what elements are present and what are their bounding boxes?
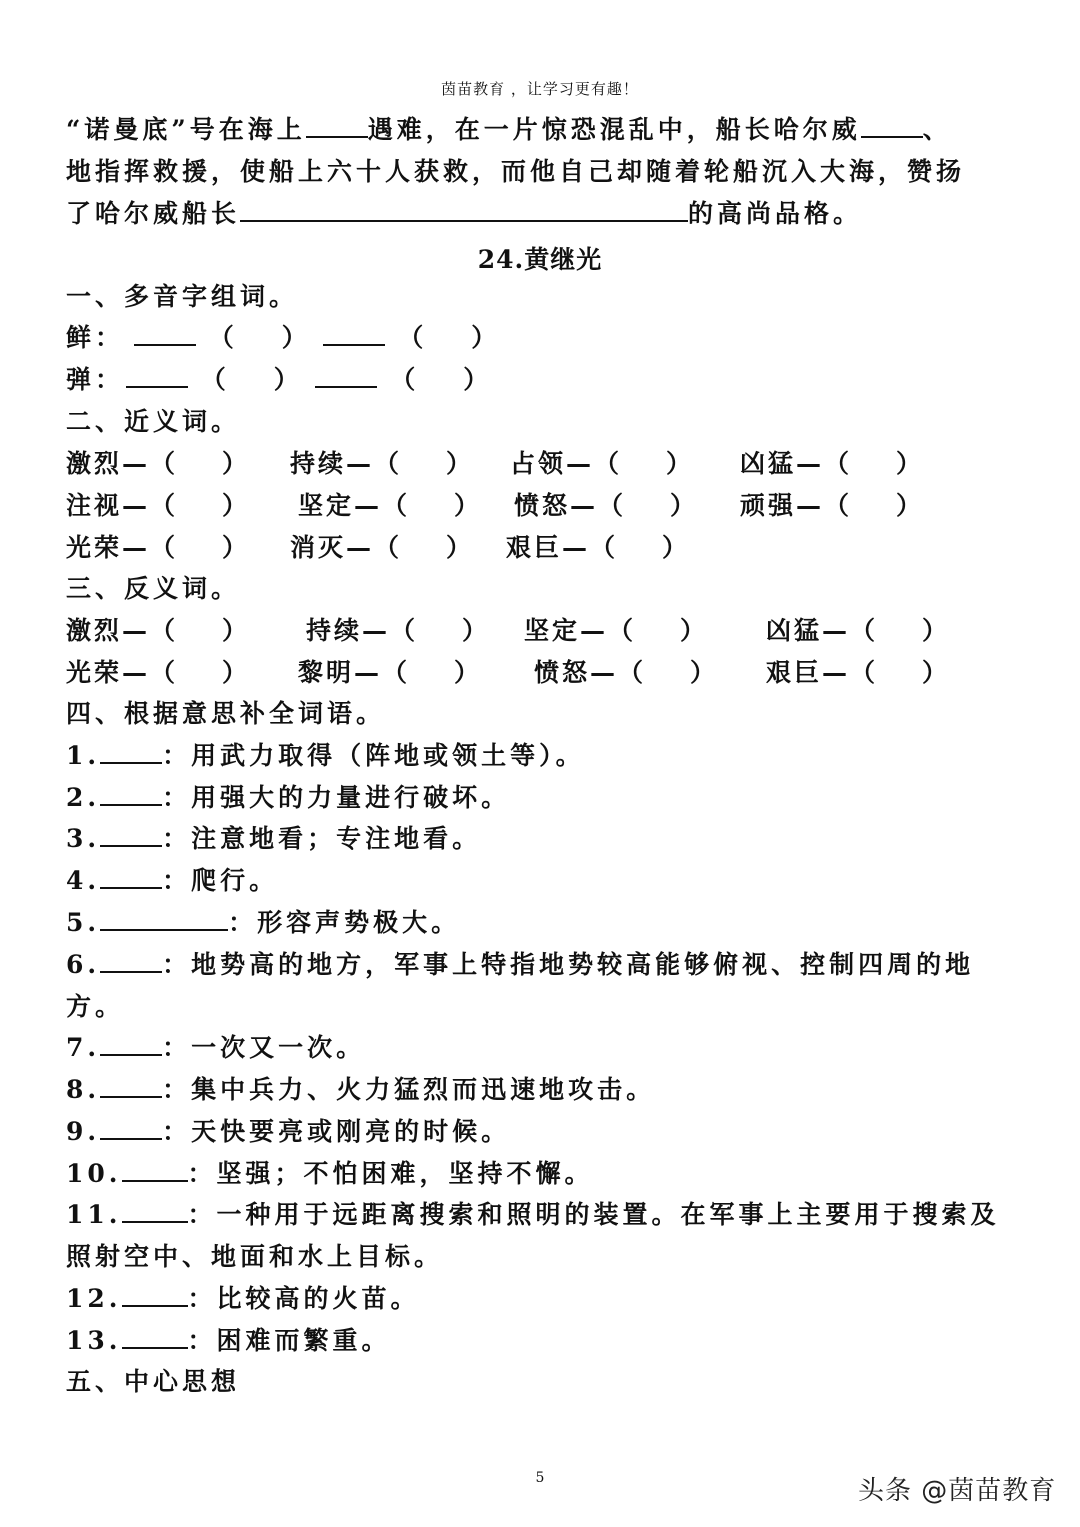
synonym-item: 艰巨—（ ） xyxy=(506,533,691,562)
fill-blank[interactable] xyxy=(100,1116,162,1140)
fill-blank[interactable] xyxy=(100,1032,162,1056)
paren: （ xyxy=(200,365,230,394)
polyphone-row xyxy=(66,322,500,354)
fill-blank[interactable] xyxy=(306,114,368,138)
paren: ） xyxy=(471,323,501,352)
fill-blank[interactable] xyxy=(323,322,385,346)
fill-blank[interactable] xyxy=(100,782,162,806)
definition-row: 13. ：困难而繁重。 xyxy=(66,1326,391,1355)
definition-row: 7. ：一次又一次。 xyxy=(66,1033,366,1062)
fill-blank[interactable] xyxy=(315,364,377,388)
definition-row: 2. ：用强大的力量进行破坏。 xyxy=(66,783,511,812)
fill-blank[interactable] xyxy=(122,1158,188,1182)
definition-row: 11. ：一种用于远距离搜索和照明的装置。在军事上主要用于搜索及 xyxy=(66,1200,1000,1229)
fill-blank[interactable] xyxy=(100,823,162,847)
synonym-item: 激烈—（ ） xyxy=(66,449,251,478)
page-number: 5 xyxy=(535,1470,545,1486)
page-header: 茵苗教育 ，让学习更有趣！ xyxy=(441,80,639,98)
definition-row: 5. ：形容声势极大。 xyxy=(66,908,461,937)
definition-row: 6. ：地势高的地方，军事上特指地势较高能够俯视、控制四周的地 xyxy=(66,950,975,979)
antonym-item: 艰巨—（ ） xyxy=(766,658,951,687)
synonym-item: 持续—（ ） xyxy=(290,449,475,478)
paren: （ xyxy=(390,365,420,394)
lesson-title: 24.黄继光 xyxy=(477,245,603,274)
intro-line-2: 地指挥救援，使船上六十人获救，而他自己却随着轮船沉入大海，赞扬 xyxy=(66,157,966,186)
section-heading-2: 二、近义词。 xyxy=(66,407,241,436)
polyphone-row xyxy=(66,364,492,396)
definition-row: 9. ：天快要亮或刚亮的时候。 xyxy=(66,1117,511,1146)
section-heading-1: 一、多音字组词。 xyxy=(66,282,299,311)
antonym-item: 激烈—（ ） xyxy=(66,616,251,645)
polyphone-char: 弹： xyxy=(66,365,125,394)
paren: ） xyxy=(273,365,303,394)
intro-text: “诺曼底”号在海上 xyxy=(66,115,306,144)
section-heading-4: 四、根据意思补全词语。 xyxy=(66,699,386,728)
definition-row: 4. ：爬行。 xyxy=(66,866,279,895)
definition-row: 10. ：坚强；不怕困难，坚持不懈。 xyxy=(66,1159,594,1188)
antonym-item: 凶猛—（ ） xyxy=(766,616,951,645)
paren: （ xyxy=(398,323,428,352)
intro-line-1 xyxy=(66,114,952,146)
fill-blank[interactable] xyxy=(100,740,162,764)
synonym-item: 坚定—（ ） xyxy=(298,491,483,520)
fill-blank[interactable] xyxy=(100,1074,162,1098)
antonym-item: 黎明—（ ） xyxy=(298,658,483,687)
synonym-item: 占领—（ ） xyxy=(510,449,695,478)
section-heading-3: 三、反义词。 xyxy=(66,574,241,603)
antonym-item: 光荣—（ ） xyxy=(66,658,251,687)
intro-text: 的高尚品格。 xyxy=(688,199,863,228)
antonym-item: 愤怒—（ ） xyxy=(534,658,719,687)
paren: ） xyxy=(463,365,493,394)
fill-blank[interactable] xyxy=(100,949,162,973)
synonym-item: 注视—（ ） xyxy=(66,491,251,520)
fill-blank[interactable] xyxy=(126,364,188,388)
fill-blank[interactable] xyxy=(122,1199,188,1223)
definition-row: 1. ：用武力取得（阵地或领土等）。 xyxy=(66,741,585,770)
intro-text: 遇难，在一片惊恐混乱中，船长哈尔威 xyxy=(367,115,861,144)
polyphone-char: 鲜： xyxy=(66,323,125,352)
fill-blank[interactable] xyxy=(122,1283,188,1307)
synonym-item: 消灭—（ ） xyxy=(290,533,475,562)
fill-blank[interactable] xyxy=(100,907,228,931)
paren: ） xyxy=(281,323,311,352)
antonym-item: 持续—（ ） xyxy=(306,616,491,645)
paren: （ xyxy=(208,323,238,352)
intro-line-3 xyxy=(66,198,862,230)
definition-continuation: 照射空中、地面和水上目标。 xyxy=(66,1242,444,1271)
fill-blank[interactable] xyxy=(240,198,688,222)
definition-continuation: 方。 xyxy=(66,992,125,1021)
definition-row: 3. ：注意地看；专注地看。 xyxy=(66,824,482,853)
intro-text: 、 xyxy=(922,115,952,144)
synonym-item: 愤怒—（ ） xyxy=(514,491,699,520)
fill-blank[interactable] xyxy=(134,322,196,346)
synonym-item: 凶猛—（ ） xyxy=(740,449,925,478)
synonym-item: 顽强—（ ） xyxy=(740,491,925,520)
synonym-item: 光荣—（ ） xyxy=(66,533,251,562)
antonym-item: 坚定—（ ） xyxy=(524,616,709,645)
fill-blank[interactable] xyxy=(122,1325,188,1349)
intro-text: 了哈尔威船长 xyxy=(66,199,241,228)
definition-row: 12. ：比较高的火苗。 xyxy=(66,1284,420,1313)
section-heading-5: 五、中心思想 xyxy=(66,1367,241,1396)
watermark: 头条 @茵苗教育 xyxy=(858,1476,1057,1506)
definition-row: 8. ：集中兵力、火力猛烈而迅速地攻击。 xyxy=(66,1075,656,1104)
fill-blank[interactable] xyxy=(100,865,162,889)
fill-blank[interactable] xyxy=(861,114,923,138)
